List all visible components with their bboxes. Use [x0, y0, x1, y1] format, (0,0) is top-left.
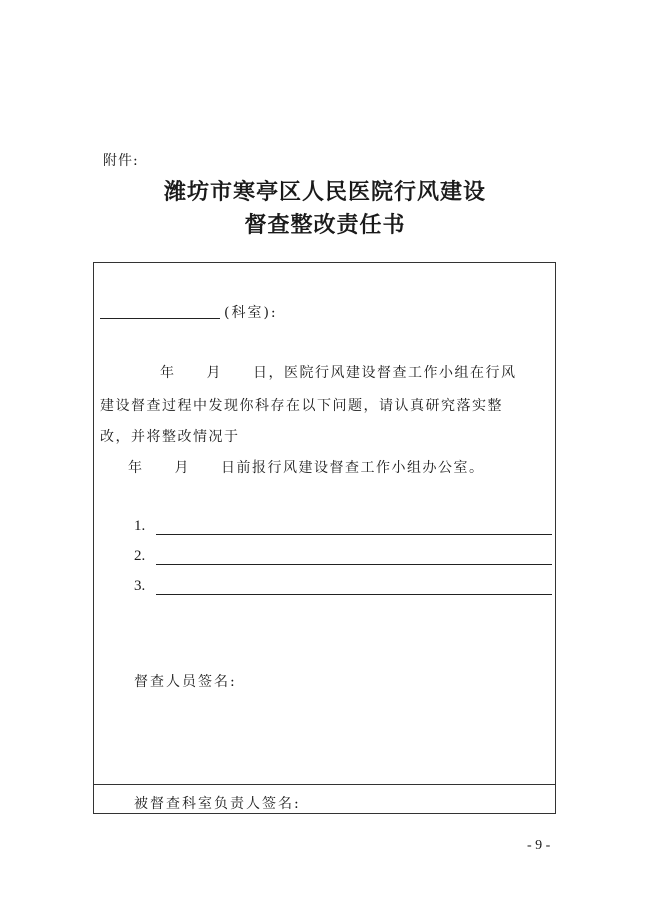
paragraph-line-3: 改，并将整改情况于: [100, 429, 240, 445]
issue-number: 2.: [134, 548, 146, 564]
issue-blank-line: [156, 564, 552, 565]
issue-number: 1.: [134, 518, 146, 534]
attachment-label: 附件:: [103, 153, 139, 169]
issue-number: 3.: [134, 578, 146, 594]
issue-blank-line: [156, 534, 552, 535]
document-title-line-2: 督查整改责任书: [244, 212, 406, 238]
inspector-signature-label: 督查人员签名:: [134, 674, 237, 690]
form-box: [93, 262, 556, 814]
document-title-line-1: 潍坊市寒亭区人民医院行风建设: [163, 179, 486, 205]
paragraph-line-2: 建设督查过程中发现你科存在以下问题，请认真研究落实整: [100, 398, 503, 414]
dept-head-signature-label: 被督查科室负责人签名:: [134, 796, 301, 812]
form-divider: [94, 784, 555, 785]
paragraph-line-1: 年 月 日，医院行风建设督查工作小组在行风: [160, 365, 517, 381]
page-number: - 9 -: [527, 838, 551, 853]
paragraph-line-4: 年 月 日前报行风建设督查工作小组办公室。: [128, 460, 485, 476]
issue-blank-line: [156, 594, 552, 595]
department-name-blank: [100, 318, 220, 319]
department-label: (科室):: [224, 305, 278, 321]
